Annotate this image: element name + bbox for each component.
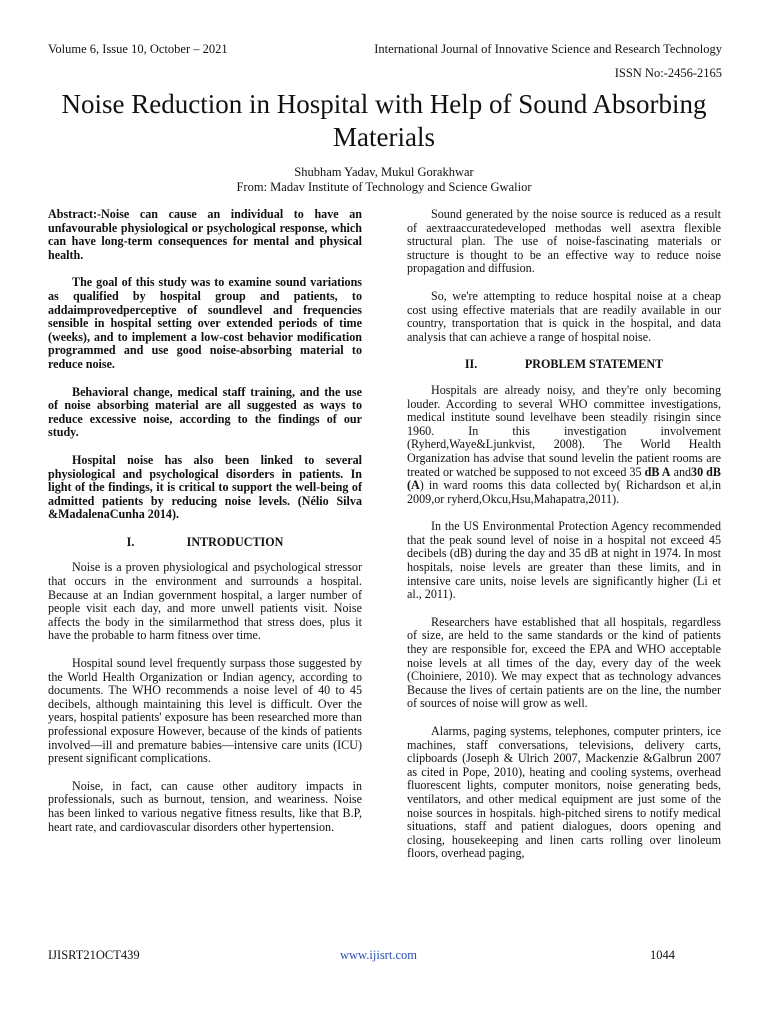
right-column <box>407 208 721 875</box>
bold-run: 30 dB (A <box>407 464 721 493</box>
authors: Shubham Yadav, Mukul Gorakhwar <box>294 165 474 179</box>
abstract-paragraph: The goal of this study was to examine sound variations as qualified by hospital group and patients, to addaimprovedperceptive of soundlevel and frequencies sensible in hospital setting over extended periods of time (weeks), and to implement a low-cost behavior modification programmed and use good noise-absorbing material to reduce noise. <box>48 275 362 371</box>
header-volume: Volume 6, Issue 10, October – 2021 <box>48 42 228 56</box>
text-run: and <box>670 464 692 479</box>
body-paragraph: Researchers have established that all hospitals, regardless of size, are held to the same standards or the kind of patients they are responsible for, exceed the EPA and WHO acceptable noise levels at all times of the day, every day of the week (Choiniere, 2010). We may expect that as technology advances Because the lives of certain patients are on the line, the number of sources of noise will grow as well. <box>407 614 721 711</box>
body-paragraph: Noise is a proven physiological and psychological stressor that occurs in the environment and surrounds a hospital. Because at an Indian government hospital, a larger number of people visit each day, and more unwell patients visit. Noise affects the body in the similarmethod that stress does, plus it have the probable to harm fitness over time. <box>48 560 362 643</box>
body-paragraph: Alarms, paging systems, telephones, computer printers, ice machines, staff conversations, televisions, delivery carts, clipboards (Joseph & Ulrich 2007, Mackenzie &Galbrun 2007 as cited in Pope, 2010), heating and cooling systems, overhead fluorescent lights, computer monitors, noise generating beds, ventilators, and other medical equipment are just some of the noise sources in hospitals. high-pitched sirens to notify medical situations, staff and patient dialogues, doors opening and closing, housekeeping and linen carts rolling over linoleum floors, overhead paging, <box>407 724 721 861</box>
section-heading-problem-statement <box>407 358 721 372</box>
header-issn: ISSN No:-2456-2165 <box>614 66 722 80</box>
abstract-paragraph: Hospital noise has also been linked to several physiological and psychological disorders in patients. In light of the findings, it is critical to support the well-being of admitted patients by reducing noise levels. (Nélio Silva &MadalenaCunha 2014). <box>48 452 362 522</box>
section-number: II. <box>464 357 478 372</box>
text-run: Hospitals are already noisy, and they're only becoming louder. According to several WHO committee investigations, medical institute sound levelhave been steadily risingin since 1960. In this investigation involvement (Ryherd,Waye&Ljunkvist, 2008). The World Health Organization has advise that sound levelin the patient rooms are treated or watched be supposed to not exceed 35 <box>407 382 721 479</box>
header-journal: International Journal of Innovative Science and Research Technology <box>374 42 722 56</box>
author-block <box>0 165 768 195</box>
body-paragraph <box>407 384 721 506</box>
body-paragraph: Hospital sound level frequently surpass those suggested by the World Health Organization or Indian agency, according to documents. The WHO recommends a noise level of 40 to 45 decibels, although maintaining this level is difficult. Over the years, hospital patients' exposure has been researched more than professional exposure However, because of the kinds of patients involved—ill and premature babies—intensive care units (ICU) present significant complications. <box>48 656 362 766</box>
footer-url-link[interactable]: www.ijisrt.com <box>340 948 417 962</box>
text-run: ) in ward rooms this data collected by( Richardson et al,in 2009,or ryherd,Okcu,Hsu,Mahapatra,2011). <box>407 478 721 506</box>
footer-page-number: 1044 <box>650 948 675 962</box>
abstract-paragraph: Behavioral change, medical staff training, and the use of noise absorbing material are all suggested as ways to reduce excessive noise, according to the findings of our study. <box>48 384 362 440</box>
body-paragraph: So, we're attempting to reduce hospital noise at a cheap cost using effective materials that are readily available in our country, transportation that is quick in the hospital, and data analysis that can achieve a range of hospital noise. <box>407 288 721 344</box>
body-paragraph: Sound generated by the noise source is reduced as a result of aextraaccuratedeveloped methodas well asextra flexible structural plan. The use of noise-fascinating materials or structure is thought to be an effective way to reduce noise propagation and diffusion. <box>407 207 721 276</box>
paper-title: Noise Reduction in Hospital with Help of Sound Absorbing Materials <box>61 89 707 152</box>
body-paragraph: Noise, in fact, can cause other auditory impacts in professionals, such as burnout, tension, and weariness. Noise has been linked to various negative fitness results, like that B.P, heart rate, and cardiovascular disorders other hypertension. <box>48 778 362 834</box>
footer-id: IJISRT21OCT439 <box>48 948 140 962</box>
affiliation: From: Madav Institute of Technology and Science Gwalior <box>236 180 532 194</box>
section-heading-introduction <box>48 536 362 550</box>
body-paragraph: In the US Environmental Protection Agency recommended that the peak sound level of noise in a hospital not exceed 45 decibels (dB) during the day and 35 dB at night in 1974. In most hospitals, noise levels are greater than these limits, and in intensive care units, noise levels are significantly higher (Li et al., 2011). <box>407 519 721 602</box>
abstract-paragraph: Abstract:-Noise can cause an individual to have an unfavourable physiological or psychological response, which can have long-term consequences for mental and physical health. <box>48 207 362 262</box>
section-title: INTRODUCTION <box>186 534 284 549</box>
left-column <box>48 208 362 848</box>
section-title: PROBLEM STATEMENT <box>524 357 664 372</box>
bold-run: dB A <box>644 464 671 479</box>
section-number: I. <box>126 534 135 549</box>
